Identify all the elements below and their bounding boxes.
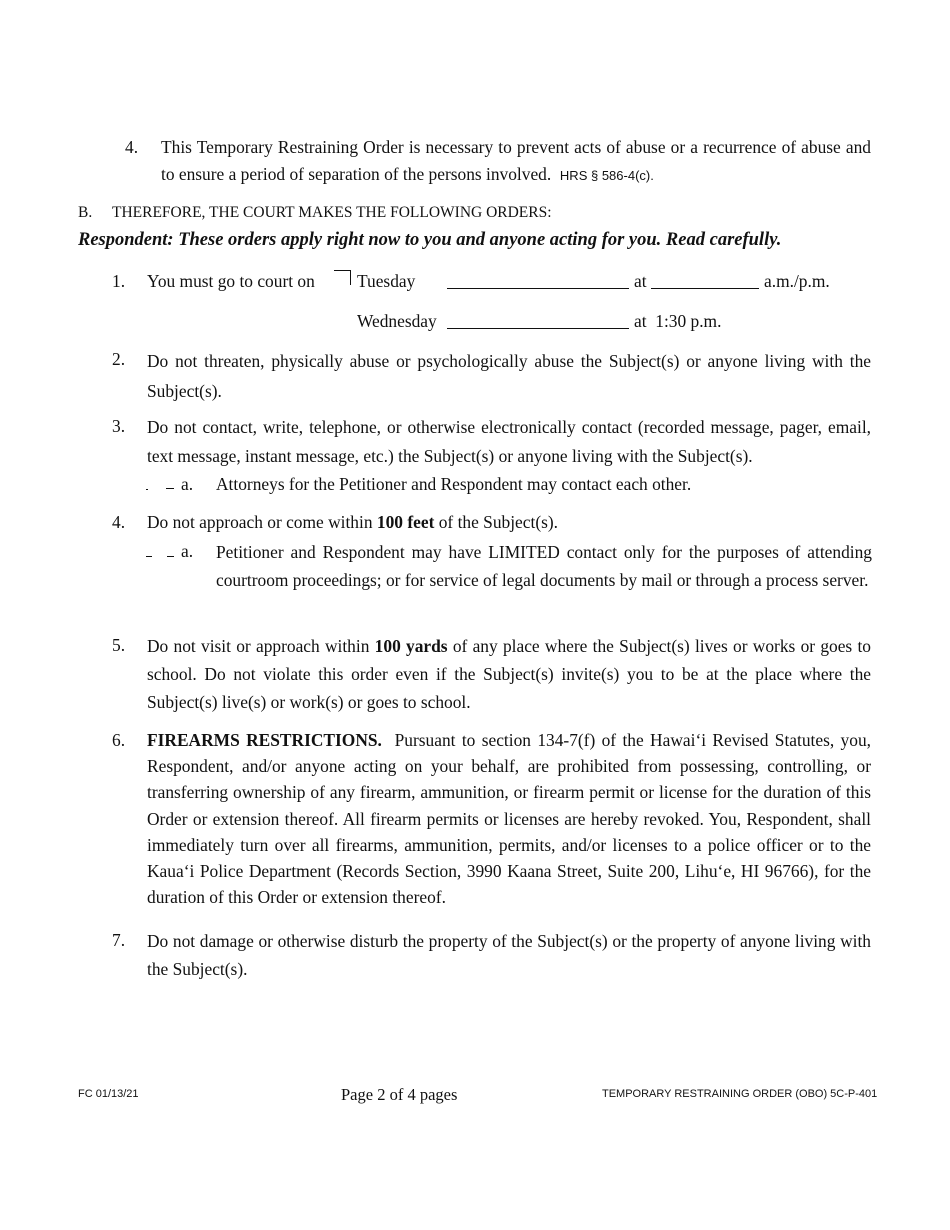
footer-page-number: Page 2 of 4 pages [341,1085,458,1104]
order-4a-checkbox[interactable] [167,556,174,557]
order-3a-letter: a. [181,474,194,494]
order-2-number: 2. [112,349,126,369]
order-1-lead: You must go to court on [147,271,315,291]
order-3a-checkbox[interactable] [166,488,174,489]
order-6-text: FIREARMS RESTRICTIONS. Pursuant to section 134-7(f) of the Hawai‘i Revised Statutes, you, Respondent, and/or anyone acting on your behalf, are prohibited from possessing, controlling, or transferring ownership of any firearm, ammunition, or firearm permit or license for the duration of this Order or extension thereof. All firearm permits or licenses are hereby revoked. You, Respondent, shall immediately turn over all firearms, ammunition, permits, and/or licenses to a police officer or to the Kaua‘i Police Department (Records Section, 3990 Kaana Street, Suite 200, Lihu‘e, HI 96766), for the duration of this Order or extension thereof. [147,730,871,908]
order-1-ampm: a.m./p.m. [764,271,830,291]
tuesday-time-field[interactable] [651,271,759,289]
order-1-day-wednesday: Wednesday [357,311,437,331]
order-7-number: 7. [112,930,126,950]
order-5-number: 5. [112,635,126,655]
footer-form-title: TEMPORARY RESTRAINING ORDER (OBO) 5C-P-401 [602,1088,878,1100]
firearms-heading: FIREARMS RESTRICTIONS. [147,730,382,750]
order-6-number: 6. [112,730,126,750]
order-5-text: Do not visit or approach within 100 yards of any place where the Subject(s) lives or works or goes to school. Do not violate this order even if the Subject(s) invite(s) you to be at the place where the Subject(s) live(s) or work(s) or goes to school. [147,636,871,712]
order-4a-letter: a. [181,541,194,561]
order-1-at: at [634,271,647,291]
order-7-text: Do not damage or otherwise disturb the property of the Subject(s) or the property of anyone living with the Subject(s). [147,931,871,979]
footer-form-code: FC 01/13/21 [78,1088,139,1100]
order-3-text: Do not contact, write, telephone, or otherwise electronically contact (recorded message, pager, email, text message, instant message, etc.) the Subject(s) or anyone living with the Subject(s). [147,417,871,466]
respondent-notice: Respondent: These orders apply right now to you and anyone acting for you. Read carefully. [78,230,782,250]
order-3a-mark [146,488,148,490]
wednesday-date-field[interactable] [447,311,629,329]
order-3-number: 3. [112,416,126,436]
order-4-text: Do not approach or come within 100 feet of the Subject(s). [147,512,559,532]
order-4-number: 4. [112,512,126,532]
order-1-wednesday-time: at 1:30 p.m. [634,311,722,331]
section-b-label: B. [78,204,93,221]
order-4a-text: Petitioner and Respondent may have LIMITED contact only for the purposes of attending courtroom proceedings; or for service of legal documents by mail or through a process server. [216,542,872,590]
finding-4-text: This Temporary Restraining Order is necessary to prevent acts of abuse or a recurrence of abuse and to ensure a period of separation of the persons involved. HRS § 586-4(c). [161,137,871,184]
section-b-heading: THEREFORE, THE COURT MAKES THE FOLLOWING ORDERS: [112,204,552,221]
order-1-number: 1. [112,271,126,291]
finding-number: 4. [125,137,139,157]
order-1-day-tuesday: Tuesday [357,271,416,291]
tuesday-date-field[interactable] [447,271,629,289]
order-4a-mark [146,556,152,557]
tuesday-checkbox[interactable] [334,270,351,285]
order-3a-text: Attorneys for the Petitioner and Respondent may contact each other. [216,474,692,494]
hrs-citation: HRS § 586-4(c). [559,168,654,183]
order-2-text: Do not threaten, physically abuse or psychologically abuse the Subject(s) or anyone living with the Subject(s). [147,351,871,401]
